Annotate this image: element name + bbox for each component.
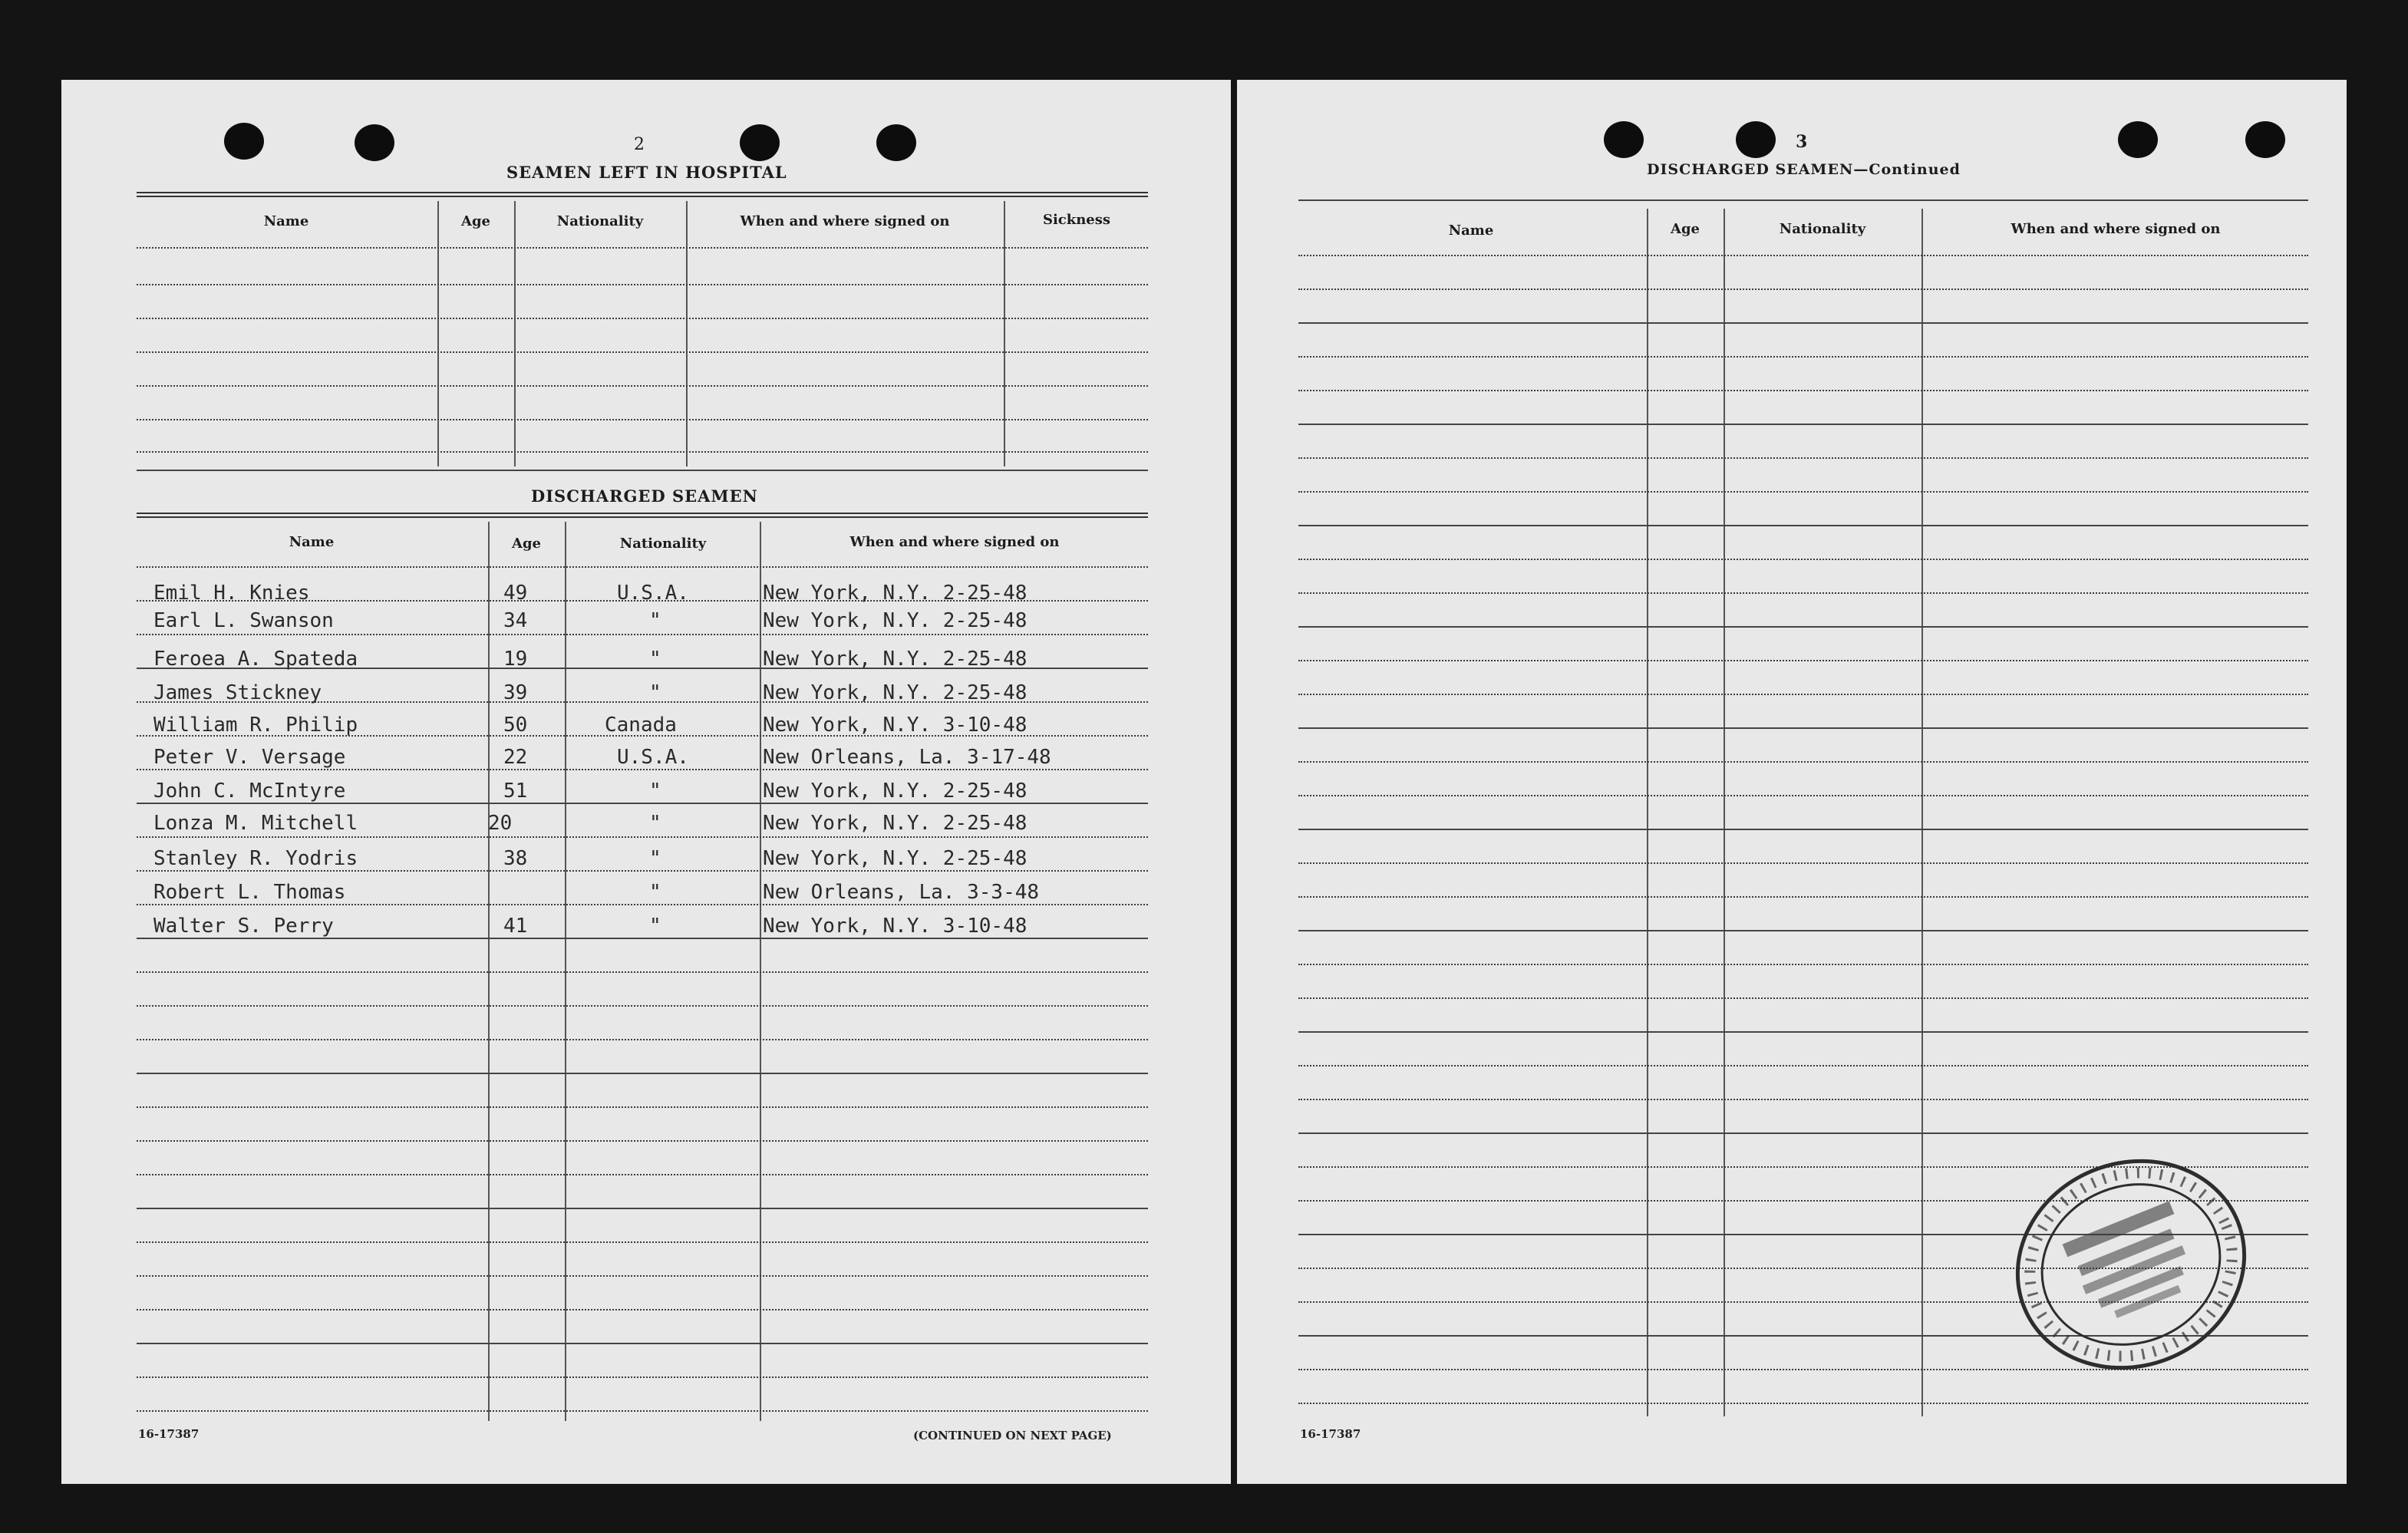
discharged-col-name: Name: [289, 534, 335, 550]
seaman-name: Robert L. Thomas: [153, 881, 346, 904]
seaman-nationality: ": [649, 681, 661, 704]
seaman-nationality: ": [649, 915, 661, 938]
ruled-line: [137, 803, 1148, 804]
column-divider: [686, 201, 688, 466]
ruled-line: [137, 769, 1148, 770]
ruled-line: [137, 318, 1148, 319]
ruled-line: [137, 1343, 1148, 1344]
discharged-section-title: DISCHARGED SEAMEN: [531, 486, 758, 506]
ruled-line: [1298, 288, 2308, 290]
ruled-line: [1298, 322, 2308, 324]
ruled-line: [137, 1410, 1148, 1412]
ruled-line: [1298, 997, 2308, 999]
seaman-name: Walter S. Perry: [153, 915, 334, 938]
seaman-age: 41: [503, 915, 528, 938]
ruled-line: [1298, 795, 2308, 796]
punch-hole: [2118, 121, 2158, 158]
ruled-line: [1298, 660, 2308, 661]
seaman-name: Stanley R. Yodris: [153, 847, 358, 870]
right-col-name: Name: [1448, 223, 1494, 239]
seaman-name: James Stickney: [153, 681, 322, 704]
punch-hole: [1736, 121, 1776, 158]
seaman-nationality: ": [649, 780, 661, 803]
column-divider: [437, 201, 439, 466]
seaman-nationality: ": [649, 609, 661, 632]
ruled-line: [137, 1376, 1148, 1378]
right-section-title: DISCHARGED SEAMEN—Continued: [1647, 161, 1961, 178]
discharged-col-signed-on: When and where signed on: [849, 534, 1060, 550]
ruled-line: [1298, 964, 2308, 965]
ruled-line: [1298, 1099, 2308, 1100]
ruled-line: [137, 1208, 1148, 1209]
hospital-table-top-rule: [137, 192, 1148, 197]
seaman-nationality: ": [649, 847, 661, 870]
seaman-signed-on: New York, N.Y. 3-10-48: [763, 714, 1028, 737]
seaman-signed-on: New York, N.Y. 2-25-48: [763, 582, 1028, 605]
seaman-name: Peter V. Versage: [153, 746, 346, 769]
seaman-signed-on: New Orleans, La. 3-3-48: [763, 881, 1040, 904]
ruled-line: [1298, 1403, 2308, 1404]
seaman-age: 20: [488, 812, 513, 835]
seaman-nationality: ": [649, 881, 661, 904]
punch-hole: [2245, 121, 2285, 158]
ruled-line: [1298, 390, 2308, 391]
hospital-col-age: Age: [460, 213, 490, 229]
seaman-name: Earl L. Swanson: [153, 609, 334, 632]
ruled-line: [137, 247, 1148, 249]
ruled-line: [1298, 761, 2308, 763]
ruled-line: [1298, 1031, 2308, 1033]
seaman-signed-on: New York, N.Y. 2-25-48: [763, 648, 1028, 671]
ruled-line: [1298, 457, 2308, 459]
ruled-line: [1298, 255, 2308, 256]
seaman-nationality: U.S.A.: [617, 582, 689, 605]
ruled-line: [137, 870, 1148, 872]
ruled-line: [137, 451, 1148, 453]
ruled-line: [1298, 862, 2308, 864]
ruled-line: [137, 1275, 1148, 1277]
ruled-line: [137, 284, 1148, 285]
punch-hole: [1604, 121, 1644, 158]
continued-note: (CONTINUED ON NEXT PAGE): [913, 1429, 1112, 1442]
seaman-name: Lonza M. Mitchell: [153, 812, 358, 835]
ruled-line: [137, 938, 1148, 939]
seaman-name: William R. Philip: [153, 714, 358, 737]
ruled-line: [1298, 626, 2308, 628]
seaman-name: John C. McIntyre: [153, 780, 346, 803]
ruled-line: [1298, 896, 2308, 898]
right-col-nationality: Nationality: [1779, 221, 1866, 237]
seaman-signed-on: New York, N.Y. 2-25-48: [763, 681, 1028, 704]
ruled-line: [137, 904, 1148, 905]
form-number: 16-17387: [1300, 1427, 1361, 1441]
ruled-line: [137, 1174, 1148, 1175]
seaman-signed-on: New York, N.Y. 2-25-48: [763, 780, 1028, 803]
seaman-age: 19: [503, 648, 528, 671]
hospital-col-name: Name: [263, 213, 309, 229]
hospital-col-sickness: Sickness: [1042, 212, 1111, 228]
ruled-line: [1298, 930, 2308, 931]
ruled-line: [137, 419, 1148, 420]
seaman-name: Feroea A. Spateda: [153, 648, 358, 671]
ruled-line: [137, 1039, 1148, 1040]
discharged-col-age: Age: [511, 536, 541, 552]
ruled-line: [1298, 356, 2308, 358]
seaman-signed-on: New York, N.Y. 2-25-48: [763, 609, 1028, 632]
hospital-table-bottom-rule: [137, 470, 1148, 471]
form-number: 16-17387: [138, 1427, 200, 1441]
ruled-line: [137, 1309, 1148, 1310]
column-divider: [1004, 201, 1005, 466]
ruled-line: [137, 971, 1148, 973]
seaman-age: 50: [503, 714, 528, 737]
ruled-line: [1298, 829, 2308, 830]
seaman-signed-on: New Orleans, La. 3-17-48: [763, 746, 1051, 769]
right-col-signed-on: When and where signed on: [2011, 221, 2221, 237]
ruled-line: [1298, 592, 2308, 594]
ruled-line: [1298, 424, 2308, 425]
seaman-signed-on: New York, N.Y. 3-10-48: [763, 915, 1028, 938]
punch-hole: [876, 124, 916, 161]
ruled-line: [1298, 525, 2308, 526]
ruled-line: [137, 1241, 1148, 1243]
hospital-col-signed-on: When and where signed on: [740, 213, 950, 229]
ruled-line: [137, 1140, 1148, 1142]
hospital-section-title: SEAMEN LEFT IN HOSPITAL: [506, 163, 787, 182]
seaman-nationality: ": [649, 812, 661, 835]
seaman-signed-on: New York, N.Y. 2-25-48: [763, 812, 1028, 835]
ruled-line: [137, 634, 1148, 635]
seaman-age: 34: [503, 609, 528, 632]
ruled-line: [1298, 694, 2308, 695]
seaman-signed-on: New York, N.Y. 2-25-48: [763, 847, 1028, 870]
seaman-nationality: Canada: [605, 714, 677, 737]
seaman-nationality: ": [649, 648, 661, 671]
discharged-table-top-rule: [137, 513, 1148, 518]
ruled-line: [1298, 491, 2308, 493]
ruled-line: [1298, 1132, 2308, 1134]
received-stamp-icon: [2004, 1149, 2258, 1380]
right-table-top-rule: [1298, 199, 2308, 201]
page-number: 2: [634, 135, 645, 154]
right-col-age: Age: [1670, 221, 1700, 237]
seaman-age: 49: [503, 582, 528, 605]
seaman-age: 38: [503, 847, 528, 870]
ruled-line: [1298, 727, 2308, 729]
hospital-col-nationality: Nationality: [556, 213, 644, 229]
ruled-line: [137, 1073, 1148, 1074]
ruled-line: [137, 1106, 1148, 1108]
seaman-nationality: U.S.A.: [617, 746, 689, 769]
ruled-line: [137, 351, 1148, 353]
seaman-age: 51: [503, 780, 528, 803]
punch-hole: [740, 124, 780, 161]
ruled-line: [137, 836, 1148, 838]
seaman-age: 22: [503, 746, 528, 769]
seaman-age: 39: [503, 681, 528, 704]
ruled-line: [137, 385, 1148, 387]
column-divider: [514, 201, 516, 466]
punch-hole: [355, 124, 394, 161]
seaman-name: Emil H. Knies: [153, 582, 310, 605]
ruled-line: [137, 566, 1148, 568]
page-number: 3: [1796, 132, 1808, 152]
discharged-col-nationality: Nationality: [619, 536, 707, 552]
punch-hole: [224, 123, 264, 160]
ruled-line: [137, 1005, 1148, 1007]
ruled-line: [1298, 559, 2308, 560]
ruled-line: [1298, 1065, 2308, 1067]
